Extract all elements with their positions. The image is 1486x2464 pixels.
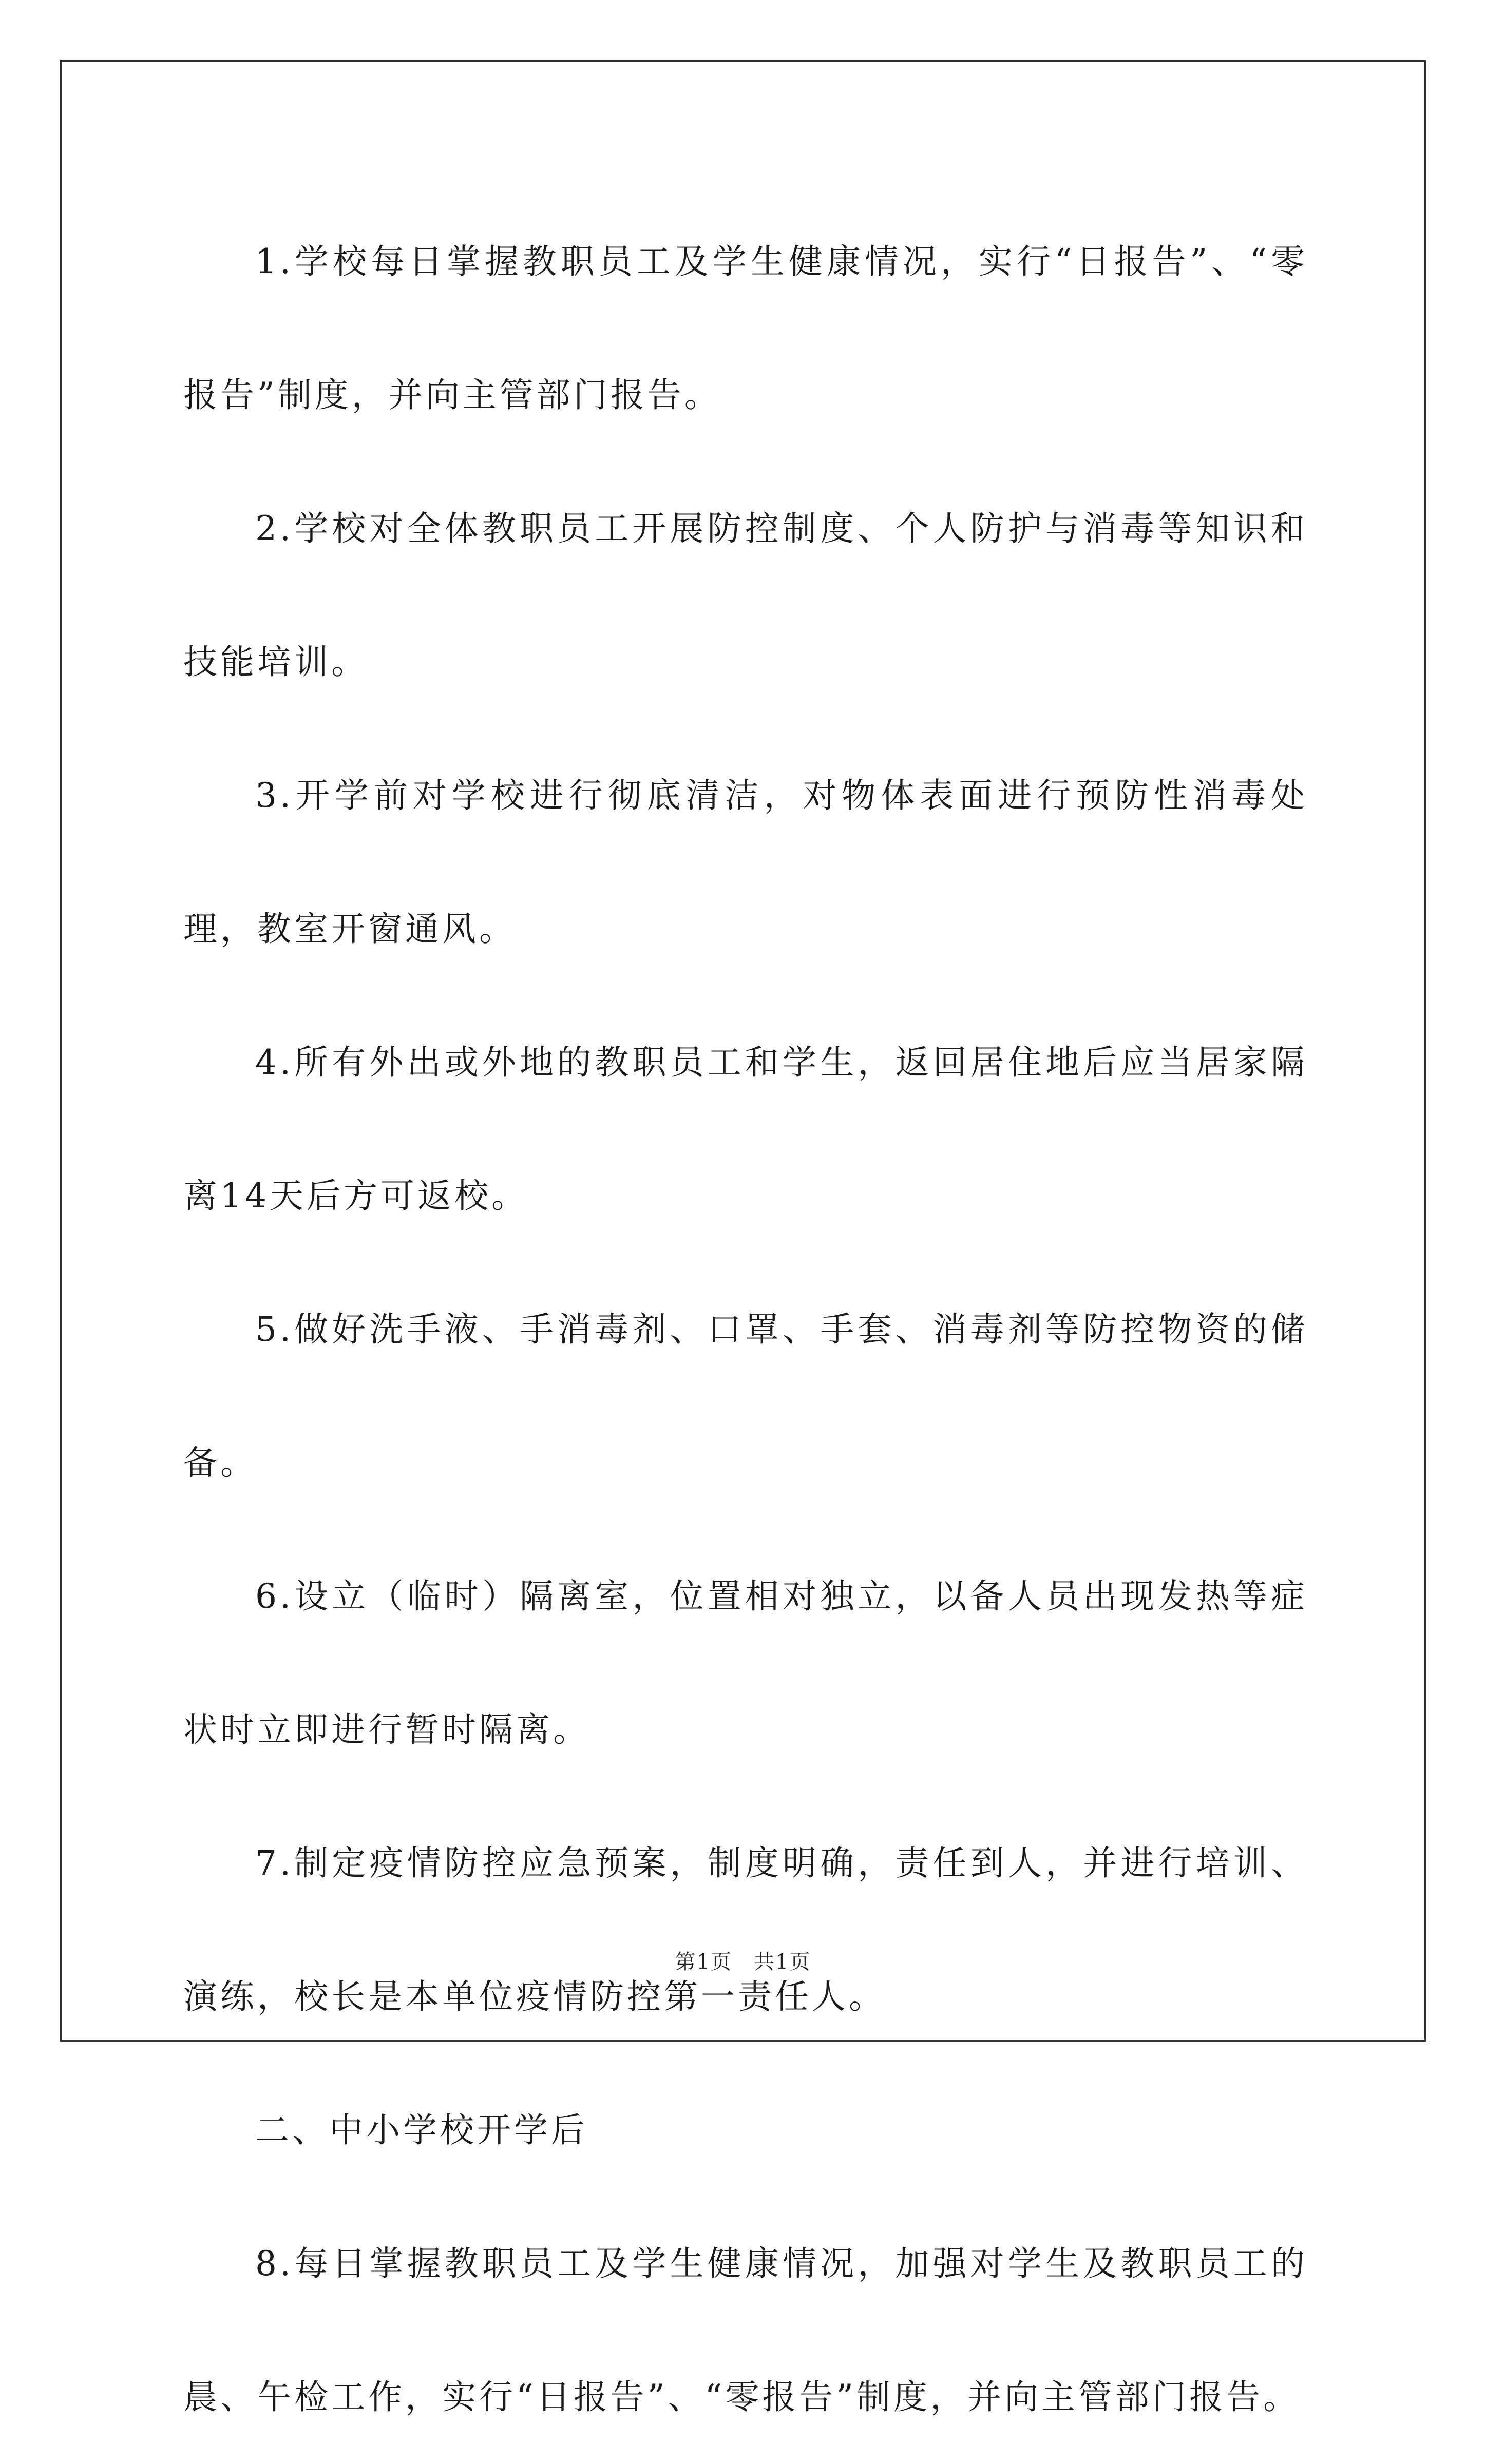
paragraph-item-1: 1.学校每日掌握教职员工及学生健康情况，实行“日报告”、“零报告”制度，并向主管部门报告。 <box>183 242 1308 415</box>
paragraph-item-7: 7.制定疫情防控应急预案，制度明确，责任到人，并进行培训、演练，校长是本单位疫情防控第一责任人。 <box>183 1843 1308 2016</box>
document-body <box>183 195 1308 2464</box>
paragraph-item-2: 2.学校对全体教职员工开展防控制度、个人防护与消毒等知识和技能培训。 <box>183 509 1308 682</box>
paragraph-item-6: 6.设立（临时）隔离室，位置相对独立，以备人员出现发热等症状时立即进行暂时隔离。 <box>183 1576 1308 1749</box>
section-heading: 二、中小学校开学后 <box>255 2110 588 2150</box>
paragraph-item-5: 5.做好洗手液、手消毒剂、口罩、手套、消毒剂等防控物资的储备。 <box>183 1310 1308 1483</box>
page-number-footer: 第1页 共1页 <box>675 1950 811 1974</box>
paragraph-item-4: 4.所有外出或外地的教职员工和学生，返回居住地后应当居家隔离14天后方可返校。 <box>183 1043 1308 1216</box>
paragraph-item-3: 3.开学前对学校进行彻底清洁，对物体表面进行预防性消毒处理，教室开窗通风。 <box>183 776 1308 949</box>
paragraph-item-8: 8.每日掌握教职员工及学生健康情况，加强对学生及教职员工的晨、午检工作，实行“日报告”、“零报告”制度，并向主管部门报告。 <box>183 2244 1308 2417</box>
